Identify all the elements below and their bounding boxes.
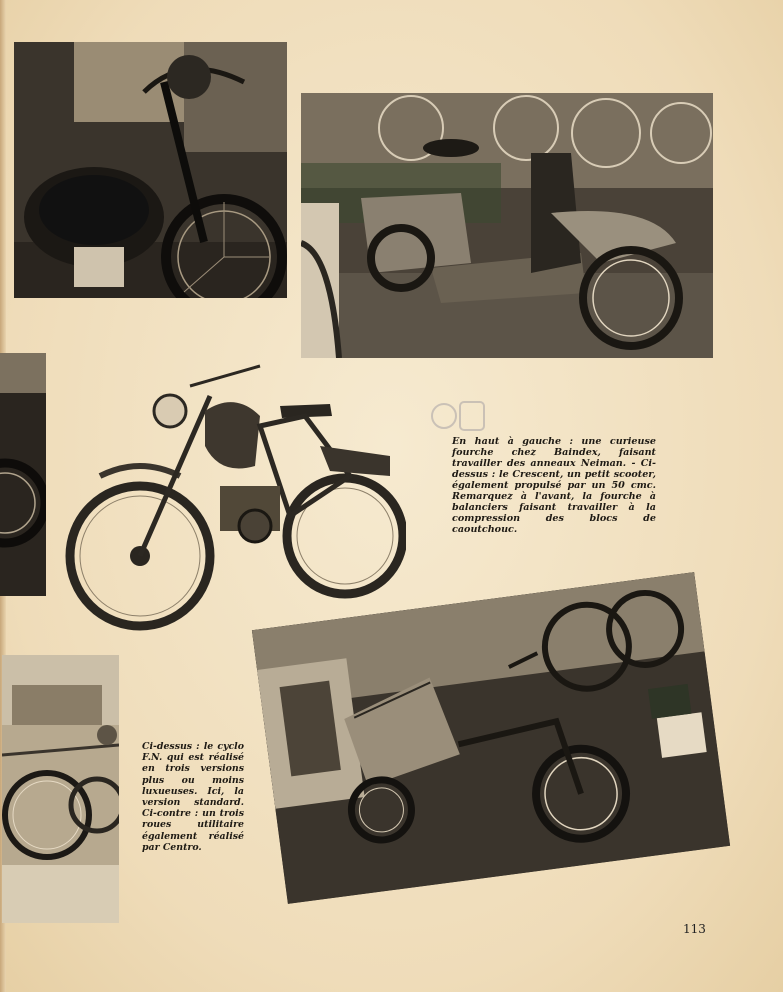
photo-centro-three-wheeler — [252, 572, 730, 904]
photo-centro-three-wheeler-image — [252, 572, 730, 904]
photo-moped-fork — [14, 42, 287, 298]
caption-top-text: En haut à gauche : une curieuse fourche chez Baindex, faisant travailler des anneaux Neiman. - Ci-dessus : le Crescent, un petit scooter, également propulsé par un 50 cmc. Remarquez à l'avant, la fourche à balanciers faisant travailler à la compression des blocs de caoutchouc. — [452, 436, 656, 535]
watermark-logo — [430, 396, 490, 436]
photo-left-strip-image — [0, 353, 46, 596]
caption-bottom — [142, 741, 244, 853]
caption-top — [452, 436, 656, 535]
watermark-logo-icon — [430, 396, 490, 436]
photo-bicycles-crowd-image — [2, 655, 119, 923]
caption-bottom-text: Ci-dessus : le cyclo F.N. qui est réalisé en trois versions plus ou moins luxueuses. Ici, la version standard. Ci-contre : un trois roues utilitaire également réalisé par Centro. — [142, 741, 244, 853]
photo-fn-cyclo-image — [60, 356, 406, 644]
photo-left-strip — [0, 353, 46, 596]
photo-moped-fork-image — [14, 42, 287, 298]
photo-bicycles-crowd — [2, 655, 119, 923]
photo-fn-cyclo — [60, 356, 406, 644]
photo-crescent-scooter-image — [301, 93, 713, 358]
photo-crescent-scooter — [301, 93, 713, 358]
page-number: 113 — [683, 922, 706, 936]
